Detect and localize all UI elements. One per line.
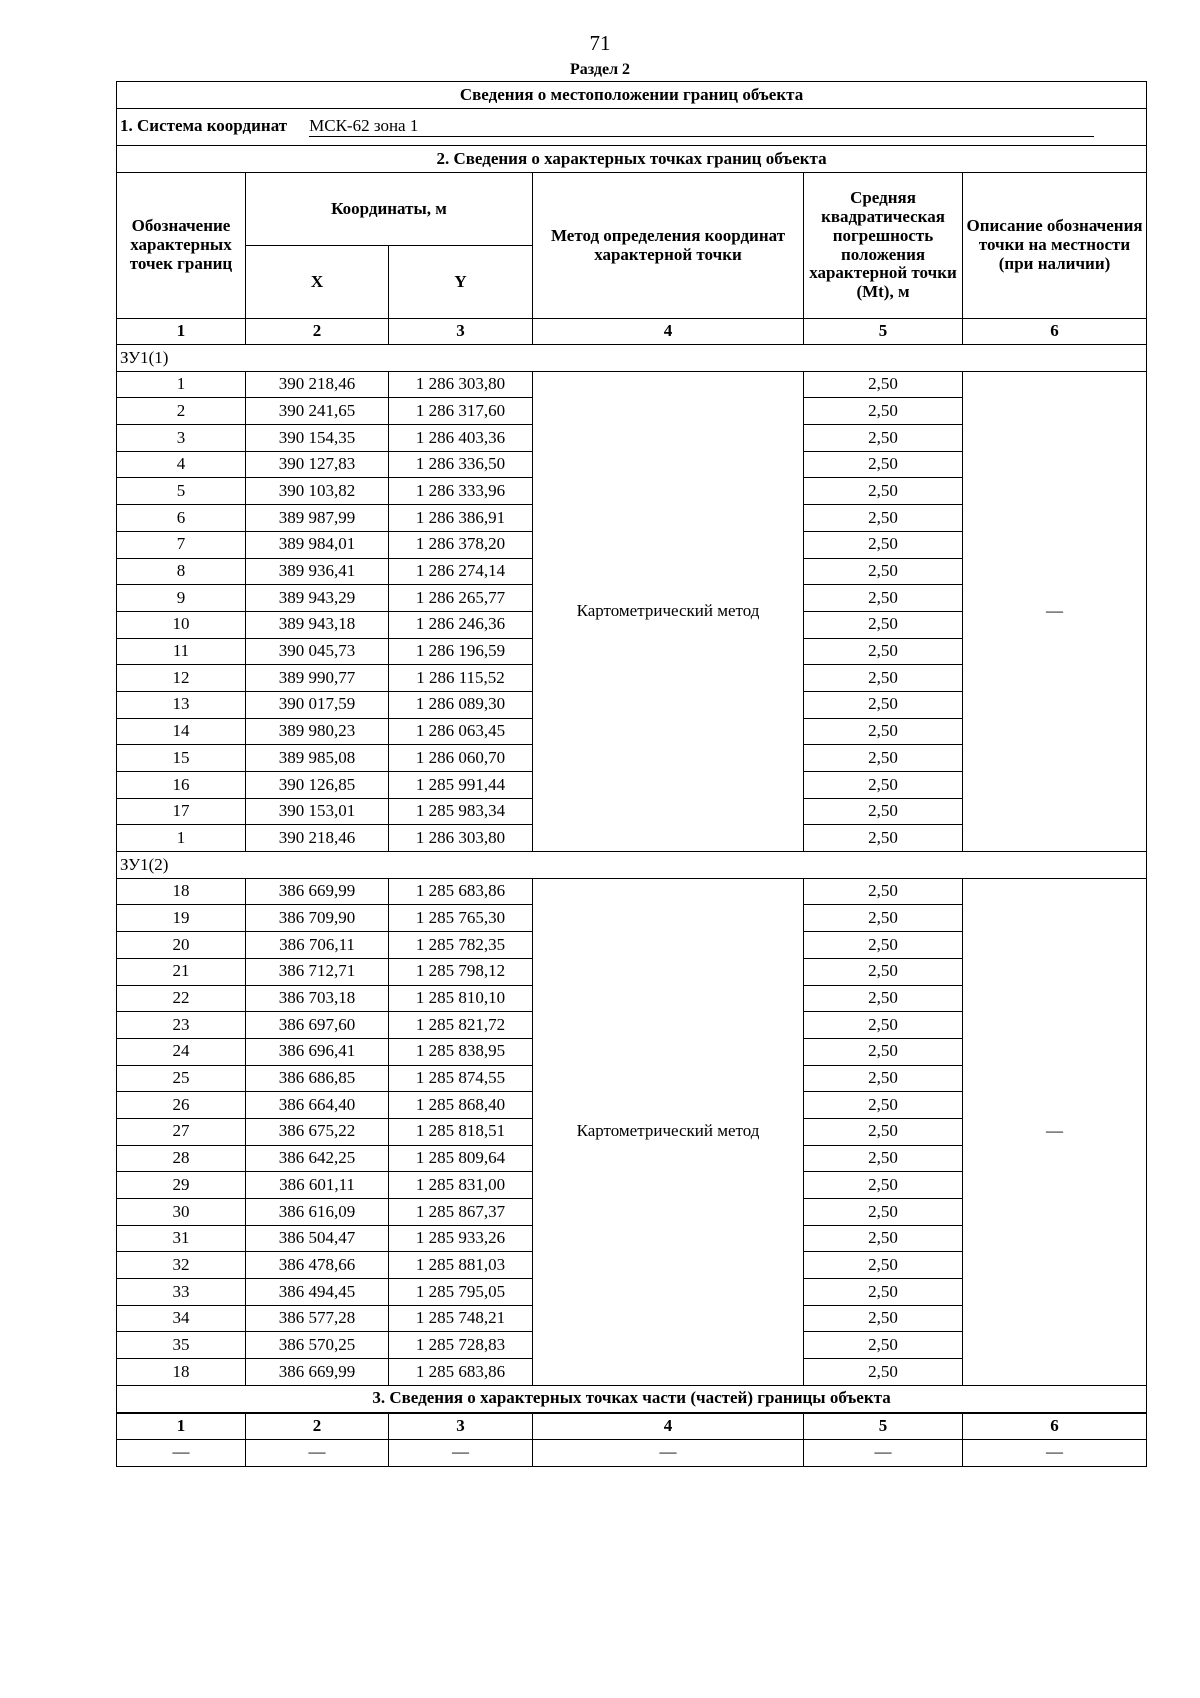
coord-x: 390 154,35 — [246, 425, 389, 452]
error-mt: 2,50 — [804, 665, 963, 692]
error-mt: 2,50 — [804, 1118, 963, 1145]
empty-dash: — — [804, 1439, 963, 1466]
method-cell: Картометрический метод — [533, 878, 804, 1385]
point-number: 17 — [117, 798, 246, 825]
point-number: 25 — [117, 1065, 246, 1092]
coord-x: 389 985,08 — [246, 745, 389, 772]
point-number: 20 — [117, 932, 246, 959]
error-mt: 2,50 — [804, 825, 963, 852]
coord-y: 1 286 378,20 — [389, 531, 533, 558]
table-row — [117, 878, 1147, 905]
point-number: 5 — [117, 478, 246, 505]
point-number: 16 — [117, 772, 246, 799]
point-number: 8 — [117, 558, 246, 585]
coord-y: 1 286 303,80 — [389, 371, 533, 398]
coord-x: 386 642,25 — [246, 1145, 389, 1172]
coord-y: 1 286 336,50 — [389, 451, 533, 478]
coord-x: 389 980,23 — [246, 718, 389, 745]
error-mt: 2,50 — [804, 398, 963, 425]
section-label: Раздел 2 — [569, 61, 631, 78]
coord-y: 1 285 821,72 — [389, 1012, 533, 1039]
column-number: 2 — [246, 1413, 389, 1440]
error-mt: 2,50 — [804, 691, 963, 718]
coord-y: 1 285 748,21 — [389, 1305, 533, 1332]
parts-empty-row — [117, 1439, 1147, 1466]
point-number: 7 — [117, 531, 246, 558]
coord-x: 386 616,09 — [246, 1199, 389, 1226]
point-number: 26 — [117, 1092, 246, 1119]
coord-x: 390 218,46 — [246, 825, 389, 852]
coord-x: 386 686,85 — [246, 1065, 389, 1092]
point-number: 35 — [117, 1332, 246, 1359]
error-mt: 2,50 — [804, 932, 963, 959]
coord-y: 1 286 115,52 — [389, 665, 533, 692]
column-number: 6 — [963, 1413, 1147, 1440]
coord-y: 1 286 196,59 — [389, 638, 533, 665]
header-point-designation: Обозначение характерных точек границ — [117, 173, 246, 319]
coord-x: 390 126,85 — [246, 772, 389, 799]
point-number: 22 — [117, 985, 246, 1012]
main-title: Сведения о местоположении границ объекта — [117, 82, 1147, 109]
empty-dash: — — [117, 1439, 246, 1466]
column-number: 4 — [533, 319, 804, 345]
error-mt: 2,50 — [804, 1172, 963, 1199]
point-number: 9 — [117, 585, 246, 612]
error-mt: 2,50 — [804, 1145, 963, 1172]
point-number: 34 — [117, 1305, 246, 1332]
column-number: 5 — [804, 1413, 963, 1440]
coord-x: 386 706,11 — [246, 932, 389, 959]
coordinate-system-row — [117, 109, 1147, 146]
coord-x: 389 984,01 — [246, 531, 389, 558]
coord-y: 1 285 818,51 — [389, 1118, 533, 1145]
coord-y: 1 285 683,86 — [389, 878, 533, 905]
error-mt: 2,50 — [804, 1332, 963, 1359]
coord-y: 1 286 063,45 — [389, 718, 533, 745]
coord-y: 1 286 089,30 — [389, 691, 533, 718]
point-number: 30 — [117, 1199, 246, 1226]
method-cell: Картометрический метод — [533, 371, 804, 851]
coord-x: 389 987,99 — [246, 505, 389, 532]
parts-title: 3. Сведения о характерных точках части (частей) границы объекта — [117, 1385, 1147, 1413]
coord-x: 386 709,90 — [246, 905, 389, 932]
coord-y: 1 285 991,44 — [389, 772, 533, 799]
coord-y: 1 286 386,91 — [389, 505, 533, 532]
error-mt: 2,50 — [804, 371, 963, 398]
error-mt: 2,50 — [804, 1305, 963, 1332]
coord-y: 1 285 881,03 — [389, 1252, 533, 1279]
coord-x: 386 703,18 — [246, 985, 389, 1012]
coord-y: 1 285 795,05 — [389, 1279, 533, 1306]
point-number: 32 — [117, 1252, 246, 1279]
header-method: Метод определения координат характерной точки — [533, 173, 804, 319]
empty-dash: — — [246, 1439, 389, 1466]
point-number: 21 — [117, 958, 246, 985]
coord-y: 1 285 831,00 — [389, 1172, 533, 1199]
coord-y: 1 285 765,30 — [389, 905, 533, 932]
point-number: 33 — [117, 1279, 246, 1306]
coord-x: 389 943,29 — [246, 585, 389, 612]
header-coordinates: Координаты, м — [246, 173, 533, 246]
point-number: 14 — [117, 718, 246, 745]
coord-y: 1 285 867,37 — [389, 1199, 533, 1226]
description-cell: — — [963, 371, 1147, 851]
column-number: 2 — [246, 319, 389, 345]
error-mt: 2,50 — [804, 638, 963, 665]
coord-x: 390 045,73 — [246, 638, 389, 665]
point-number: 31 — [117, 1225, 246, 1252]
coord-x: 386 696,41 — [246, 1038, 389, 1065]
point-number: 4 — [117, 451, 246, 478]
coord-x: 386 664,40 — [246, 1092, 389, 1119]
header-description: Описание обозначения точки на местности (при наличии) — [963, 173, 1147, 319]
coord-x: 386 478,66 — [246, 1252, 389, 1279]
coord-x: 389 943,18 — [246, 611, 389, 638]
error-mt: 2,50 — [804, 958, 963, 985]
empty-dash: — — [963, 1439, 1147, 1466]
coord-x: 390 153,01 — [246, 798, 389, 825]
coord-x: 390 017,59 — [246, 691, 389, 718]
coord-x: 386 697,60 — [246, 1012, 389, 1039]
point-number: 11 — [117, 638, 246, 665]
error-mt: 2,50 — [804, 505, 963, 532]
point-number: 27 — [117, 1118, 246, 1145]
table-row — [117, 371, 1147, 398]
error-mt: 2,50 — [804, 798, 963, 825]
error-mt: 2,50 — [804, 478, 963, 505]
coord-x: 386 601,11 — [246, 1172, 389, 1199]
points-title: 2. Сведения о характерных точках границ объекта — [117, 146, 1147, 173]
error-mt: 2,50 — [804, 425, 963, 452]
coord-y: 1 286 303,80 — [389, 825, 533, 852]
coord-y: 1 285 933,26 — [389, 1225, 533, 1252]
column-number: 1 — [117, 1413, 246, 1440]
error-mt: 2,50 — [804, 1092, 963, 1119]
coord-x: 390 241,65 — [246, 398, 389, 425]
error-mt: 2,50 — [804, 558, 963, 585]
error-mt: 2,50 — [804, 905, 963, 932]
coord-y: 1 285 728,83 — [389, 1332, 533, 1359]
coord-x: 386 669,99 — [246, 878, 389, 905]
column-number: 1 — [117, 319, 246, 345]
point-number: 29 — [117, 1172, 246, 1199]
coord-y: 1 286 274,14 — [389, 558, 533, 585]
error-mt: 2,50 — [804, 1359, 963, 1386]
point-number: 19 — [117, 905, 246, 932]
header-error: Средняя квадратическая погрешность положения характерной точки (Mt), м — [804, 173, 963, 319]
empty-dash: — — [389, 1439, 533, 1466]
error-mt: 2,50 — [804, 1065, 963, 1092]
coordinate-system-value: МСК-62 зона 1 — [309, 117, 1094, 138]
point-number: 18 — [117, 1359, 246, 1386]
error-mt: 2,50 — [804, 531, 963, 558]
error-mt: 2,50 — [804, 451, 963, 478]
empty-dash: — — [533, 1439, 804, 1466]
document-table-wrapper — [116, 81, 1146, 1467]
group-name: ЗУ1(1) — [117, 345, 1147, 372]
error-mt: 2,50 — [804, 611, 963, 638]
point-number: 3 — [117, 425, 246, 452]
error-mt: 2,50 — [804, 745, 963, 772]
parts-title-row — [117, 1385, 1147, 1413]
column-number: 4 — [533, 1413, 804, 1440]
coord-y: 1 286 246,36 — [389, 611, 533, 638]
coord-y: 1 285 782,35 — [389, 932, 533, 959]
coord-y: 1 285 838,95 — [389, 1038, 533, 1065]
coord-x: 390 218,46 — [246, 371, 389, 398]
point-number: 15 — [117, 745, 246, 772]
error-mt: 2,50 — [804, 772, 963, 799]
point-number: 28 — [117, 1145, 246, 1172]
coord-y: 1 285 810,10 — [389, 985, 533, 1012]
error-mt: 2,50 — [804, 1279, 963, 1306]
coord-x: 386 504,47 — [246, 1225, 389, 1252]
point-number: 1 — [117, 371, 246, 398]
point-number: 10 — [117, 611, 246, 638]
point-number: 2 — [117, 398, 246, 425]
point-number: 1 — [117, 825, 246, 852]
point-number: 24 — [117, 1038, 246, 1065]
coord-x: 389 936,41 — [246, 558, 389, 585]
boundary-points-table — [116, 81, 1147, 1467]
coord-y: 1 285 683,86 — [389, 1359, 533, 1386]
coord-y: 1 286 265,77 — [389, 585, 533, 612]
header-y: Y — [389, 246, 533, 319]
error-mt: 2,50 — [804, 585, 963, 612]
page-number: 71 — [589, 31, 611, 55]
parts-column-numbers — [117, 1413, 1147, 1440]
error-mt: 2,50 — [804, 1199, 963, 1226]
coord-x: 386 494,45 — [246, 1279, 389, 1306]
coord-y: 1 286 333,96 — [389, 478, 533, 505]
column-number: 3 — [389, 319, 533, 345]
coord-x: 386 577,28 — [246, 1305, 389, 1332]
header-x: X — [246, 246, 389, 319]
coord-x: 386 712,71 — [246, 958, 389, 985]
error-mt: 2,50 — [804, 878, 963, 905]
coord-y: 1 285 868,40 — [389, 1092, 533, 1119]
coordinate-system-label: 1. Система координат — [120, 115, 288, 135]
error-mt: 2,50 — [804, 1038, 963, 1065]
error-mt: 2,50 — [804, 1225, 963, 1252]
coord-y: 1 286 317,60 — [389, 398, 533, 425]
point-number: 6 — [117, 505, 246, 532]
coord-x: 389 990,77 — [246, 665, 389, 692]
coord-x: 390 127,83 — [246, 451, 389, 478]
error-mt: 2,50 — [804, 718, 963, 745]
point-number: 13 — [117, 691, 246, 718]
column-number: 5 — [804, 319, 963, 345]
coord-y: 1 286 403,36 — [389, 425, 533, 452]
point-number: 23 — [117, 1012, 246, 1039]
coord-y: 1 286 060,70 — [389, 745, 533, 772]
coord-y: 1 285 798,12 — [389, 958, 533, 985]
coord-x: 386 570,25 — [246, 1332, 389, 1359]
point-number: 12 — [117, 665, 246, 692]
coord-x: 386 669,99 — [246, 1359, 389, 1386]
group-header-row — [117, 345, 1147, 372]
point-number: 18 — [117, 878, 246, 905]
coord-x: 390 103,82 — [246, 478, 389, 505]
error-mt: 2,50 — [804, 1012, 963, 1039]
coord-y: 1 285 809,64 — [389, 1145, 533, 1172]
coord-x: 386 675,22 — [246, 1118, 389, 1145]
group-name: ЗУ1(2) — [117, 852, 1147, 879]
error-mt: 2,50 — [804, 1252, 963, 1279]
description-cell: — — [963, 878, 1147, 1385]
coord-y: 1 285 874,55 — [389, 1065, 533, 1092]
group-header-row — [117, 852, 1147, 879]
coord-y: 1 285 983,34 — [389, 798, 533, 825]
error-mt: 2,50 — [804, 985, 963, 1012]
column-number: 6 — [963, 319, 1147, 345]
column-number: 3 — [389, 1413, 533, 1440]
